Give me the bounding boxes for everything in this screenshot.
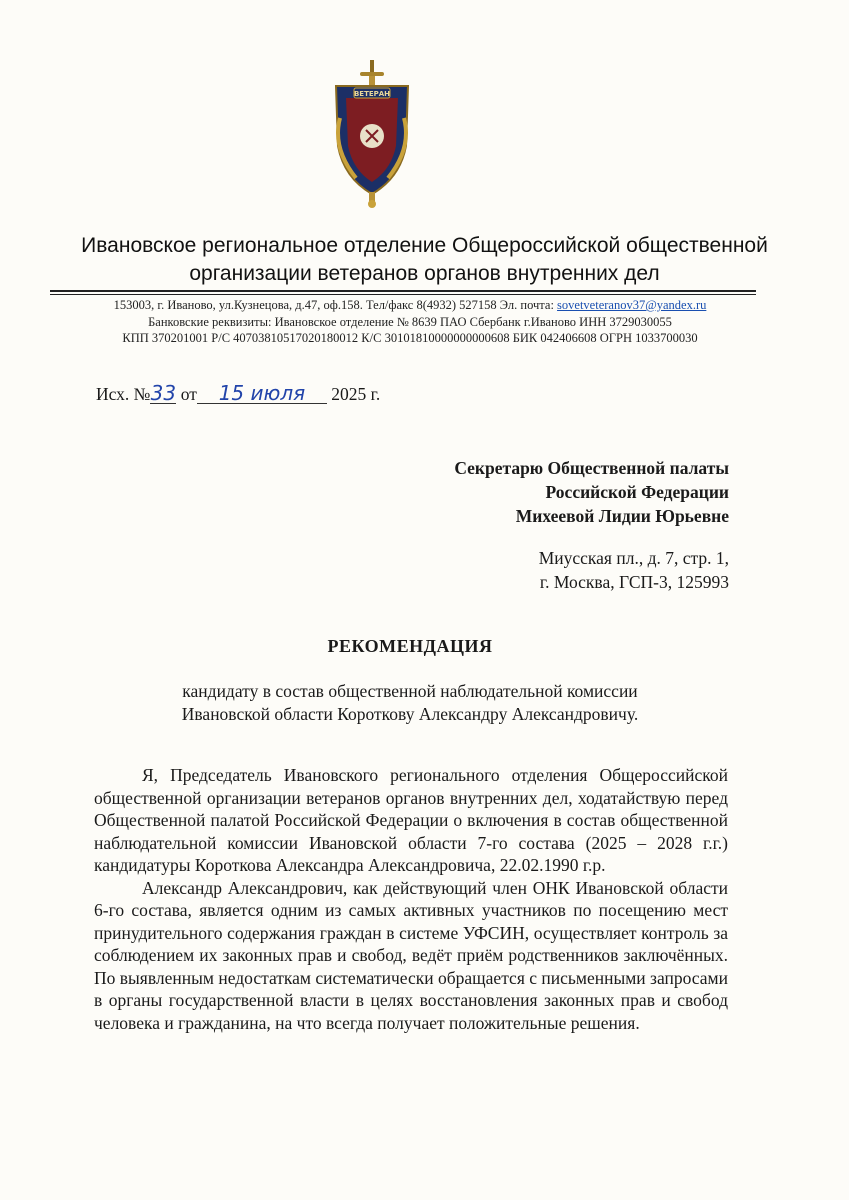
contact-details [50, 297, 770, 347]
recipient-line3: Михеевой Лидии Юрьевне [515, 506, 729, 526]
body-paragraph-2: Александр Александрович, как действующий член ОНК Ивановской области 6-го состава, является одним из самых активных участников по посещению мест принудительного содержания граждан в системе УФСИН, осуществляет контроль за соблюдением их законных прав и свобод, ведёт приём родственников заключённых. По выявленным недостаткам систематически обращается с письменными запросами в органы государственной власти в целях восстановления законных прав и свобод человека и гражданина, на что всегда получает положительные решения. [94, 877, 728, 1033]
org-title-line2: организации ветеранов органов внутренних дел [189, 262, 660, 285]
header-divider [50, 290, 756, 292]
document-body [94, 764, 728, 1034]
header-divider-thin [50, 294, 756, 295]
contacts-line1 [50, 297, 770, 314]
org-title-line1: Ивановское региональное отделение Общероссийской общественной [81, 234, 768, 257]
handwritten-date: 15 июля [197, 383, 327, 404]
recipient-address [539, 546, 729, 594]
subject-line1: кандидату в состав общественной наблюдательной комиссии [182, 681, 638, 701]
recipient-line2: Российской Федерации [545, 482, 729, 502]
email-link[interactable]: sovetveteranov37@yandex.ru [557, 298, 707, 312]
address-line2: г. Москва, ГСП-3, 125993 [539, 572, 729, 592]
document-heading: РЕКОМЕНДАЦИЯ [327, 636, 493, 656]
organization-title [40, 232, 809, 288]
handwritten-number: 33 [150, 381, 177, 405]
veterans-emblem-icon [326, 58, 418, 210]
address-line1: Миусская пл., д. 7, стр. 1, [538, 548, 729, 568]
registration-codes: КПП 370201001 Р/С 40703810517020180012 К/С 30101810000000000608 БИК 042406608 ОГРН 1033700030 [122, 331, 698, 345]
body-paragraph-1: Я, Председатель Ивановского регионального отделения Общероссийской общественной организации ветеранов органов внутренних дел, ходатайствую перед Общественной палатой Российской Федерации о включения в состав общественной наблюдательной комиссии Ивановской области 7-го состава (2025 – 2028 г.г.) кандидатуры Короткова Александра Александровича, 22.02.1990 г.р. [94, 765, 728, 875]
bank-details: Банковские реквизиты: Ивановское отделение № 8639 ПАО Сбербанк г.Иваново ИНН 3729030055 [148, 314, 672, 329]
outgoing-prefix: Исх. № [96, 384, 151, 404]
outgoing-year: 2025 г. [331, 384, 381, 404]
emblem-ribbon-text: ВЕТЕРАН [353, 90, 391, 98]
subject-line2: Ивановской области Короткову Александру Александровичу. [181, 704, 639, 724]
outgoing-from: от [180, 384, 197, 404]
outgoing-number [96, 383, 380, 405]
document-subject [100, 680, 720, 726]
recipient-line1: Секретарю Общественной палаты [454, 458, 729, 478]
address-phone: 153003, г. Иваново, ул.Кузнецова, д.47, оф.158. Тел/факс 8(4932) 527158 Эл. почта: [113, 298, 554, 312]
recipient-block [454, 456, 729, 528]
